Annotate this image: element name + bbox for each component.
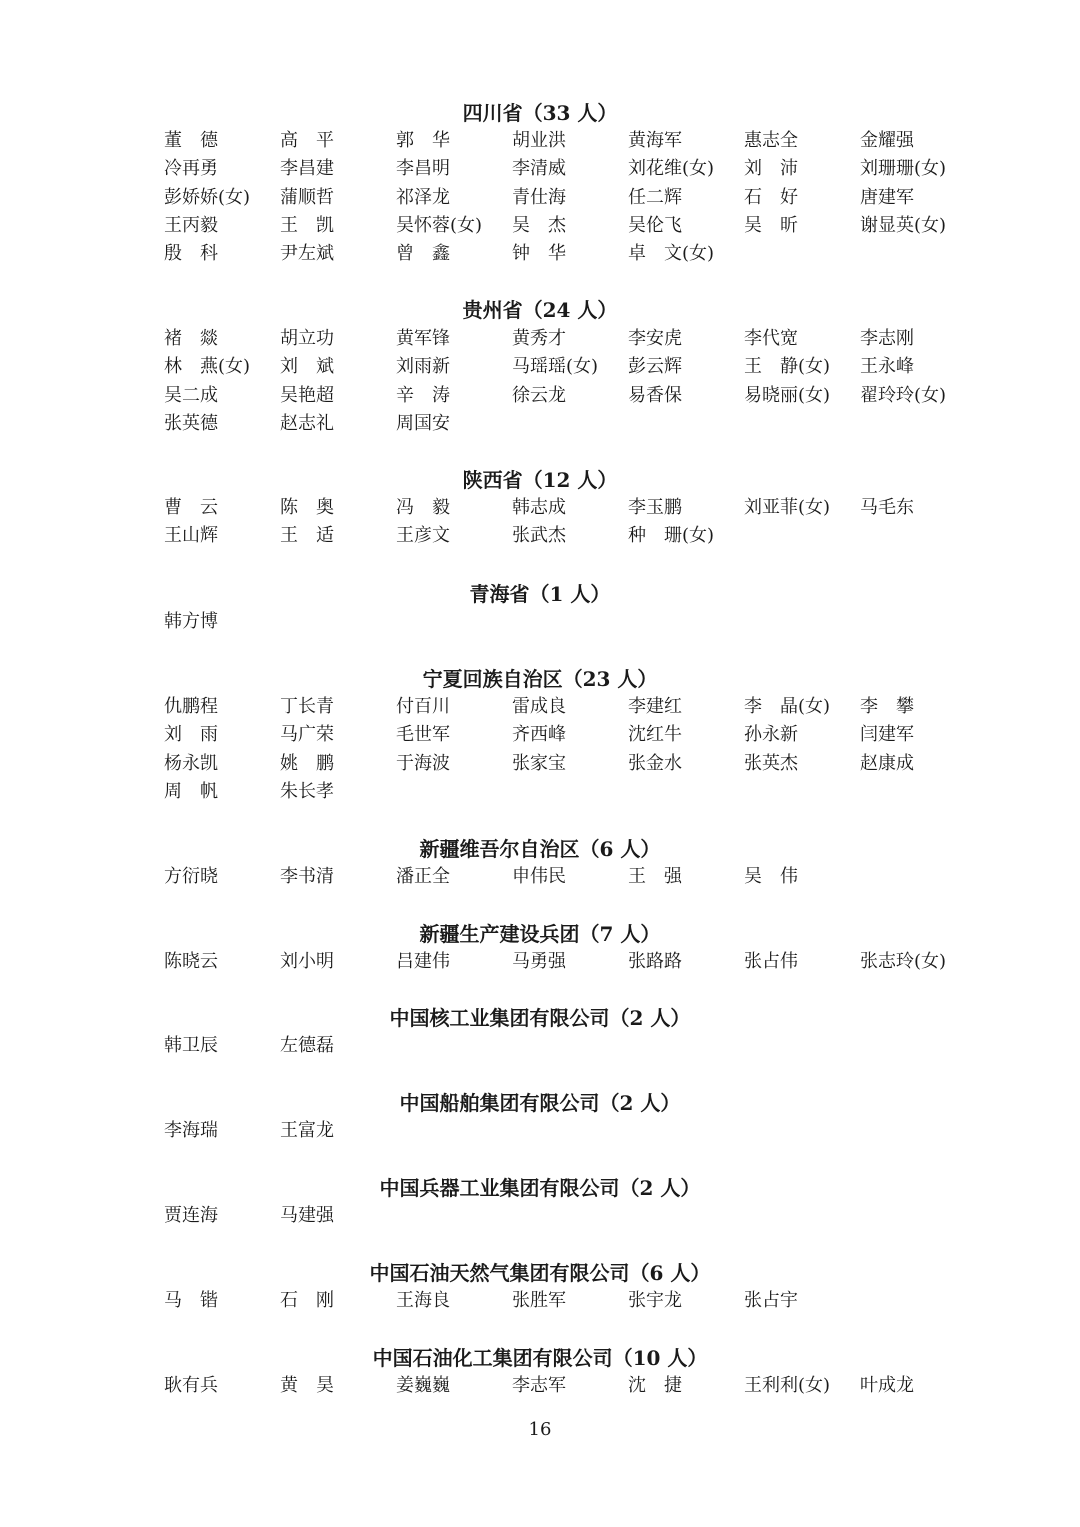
person-name: 冷再勇	[164, 158, 218, 179]
page-number: 16	[528, 1419, 552, 1440]
person-name: 李代宽	[744, 328, 798, 349]
person-name: 谢显英(女)	[860, 215, 947, 236]
person-name: 张占宇	[744, 1290, 798, 1311]
name-row	[0, 155, 1080, 183]
person-name: 金耀强	[860, 130, 914, 151]
section-heading: 中国核工业集团有限公司（2 人）	[389, 1006, 691, 1030]
section-heading: 中国兵器工业集团有限公司（2 人）	[379, 1176, 701, 1200]
person-name: 翟玲玲(女)	[860, 385, 947, 406]
person-name: 张家宝	[512, 753, 566, 774]
section-heading: 四川省（33 人）	[462, 101, 618, 125]
person-name: 周 帆	[164, 781, 218, 802]
person-name: 王 凯	[280, 215, 334, 236]
person-name: 刘小明	[280, 951, 334, 972]
name-row	[0, 948, 1080, 976]
person-name: 黄秀才	[512, 328, 566, 349]
person-name: 张志玲(女)	[860, 951, 947, 972]
person-name: 刘 斌	[280, 356, 334, 377]
person-name: 齐西峰	[512, 724, 566, 745]
person-name: 李玉鹏	[628, 497, 682, 518]
person-name: 张金水	[628, 753, 682, 774]
person-name: 吴 杰	[512, 215, 566, 236]
section-heading: 新疆维吾尔自治区（6 人）	[419, 837, 661, 861]
person-name: 吴 伟	[744, 866, 798, 887]
person-name: 徐云龙	[512, 385, 566, 406]
person-name: 刘 沛	[744, 158, 798, 179]
person-name: 黄海军	[628, 130, 682, 151]
person-name: 高 平	[280, 130, 334, 151]
person-name: 沈 捷	[628, 1375, 682, 1396]
person-name: 韩志成	[512, 497, 566, 518]
person-name: 辛 涛	[396, 385, 450, 406]
person-name: 祁泽龙	[396, 187, 450, 208]
person-name: 丁长青	[280, 696, 334, 717]
person-name: 马毛东	[860, 497, 914, 518]
person-name: 曹 云	[164, 497, 218, 518]
person-name: 马 锴	[164, 1290, 218, 1311]
person-name: 付百川	[396, 696, 450, 717]
person-name: 刘花维(女)	[628, 158, 715, 179]
person-name: 马广荣	[280, 724, 334, 745]
person-name: 尹左斌	[280, 243, 334, 264]
person-name: 毛世军	[396, 724, 450, 745]
section-heading: 青海省（1 人）	[469, 582, 611, 606]
person-name: 易香保	[628, 385, 682, 406]
name-row	[0, 212, 1080, 240]
name-row	[0, 1372, 1080, 1400]
person-name: 马建强	[280, 1205, 334, 1226]
person-name: 姜巍巍	[396, 1375, 450, 1396]
person-name: 吴怀蓉(女)	[396, 215, 483, 236]
name-row	[0, 382, 1080, 410]
person-name: 刘珊珊(女)	[860, 158, 947, 179]
section-heading: 宁夏回族自治区（23 人）	[422, 667, 658, 691]
person-name: 刘 雨	[164, 724, 218, 745]
person-name: 彭云辉	[628, 356, 682, 377]
person-name: 胡业洪	[512, 130, 566, 151]
person-name: 吕建伟	[396, 951, 450, 972]
person-name: 李 攀	[860, 696, 914, 717]
name-row	[0, 353, 1080, 381]
person-name: 张武杰	[512, 525, 566, 546]
person-name: 刘雨新	[396, 356, 450, 377]
person-name: 方衍晓	[164, 866, 218, 887]
section-heading: 陕西省（12 人）	[462, 468, 618, 492]
person-name: 左德磊	[280, 1035, 334, 1056]
person-name: 申伟民	[512, 866, 566, 887]
person-name: 黄军锋	[396, 328, 450, 349]
name-row	[0, 750, 1080, 778]
person-name: 周国安	[396, 413, 450, 434]
name-row	[0, 778, 1080, 806]
person-name: 王富龙	[280, 1120, 334, 1141]
person-name: 吴伦飞	[628, 215, 682, 236]
person-name: 曾 鑫	[396, 243, 450, 264]
person-name: 王利利(女)	[744, 1375, 831, 1396]
name-row	[0, 608, 1080, 636]
person-name: 仇鹏程	[164, 696, 218, 717]
name-row	[0, 127, 1080, 155]
person-name: 李志刚	[860, 328, 914, 349]
person-name: 褚 燚	[164, 328, 218, 349]
person-name: 黄 昊	[280, 1375, 334, 1396]
person-name: 王永峰	[860, 356, 914, 377]
person-name: 王海良	[396, 1290, 450, 1311]
person-name: 吴艳超	[280, 385, 334, 406]
name-row	[0, 693, 1080, 721]
person-name: 王 适	[280, 525, 334, 546]
person-name: 闫建军	[860, 724, 914, 745]
person-name: 姚 鹏	[280, 753, 334, 774]
person-name: 蒲顺哲	[280, 187, 334, 208]
name-row	[0, 410, 1080, 438]
section-heading: 中国石油化工集团有限公司（10 人）	[372, 1346, 708, 1370]
person-name: 张英杰	[744, 753, 798, 774]
person-name: 雷成良	[512, 696, 566, 717]
person-name: 董 德	[164, 130, 218, 151]
name-row	[0, 1117, 1080, 1145]
person-name: 陈晓云	[164, 951, 218, 972]
person-name: 王彦文	[396, 525, 450, 546]
person-name: 惠志全	[744, 130, 798, 151]
person-name: 冯 毅	[396, 497, 450, 518]
person-name: 易晓丽(女)	[744, 385, 831, 406]
section-heading: 新疆生产建设兵团（7 人）	[419, 922, 661, 946]
person-name: 李清威	[512, 158, 566, 179]
person-name: 杨永凯	[164, 753, 218, 774]
person-name: 李安虎	[628, 328, 682, 349]
person-name: 张宇龙	[628, 1290, 682, 1311]
person-name: 王 强	[628, 866, 682, 887]
person-name: 唐建军	[860, 187, 914, 208]
person-name: 李昌建	[280, 158, 334, 179]
person-name: 吴二成	[164, 385, 218, 406]
name-row	[0, 240, 1080, 268]
person-name: 张胜军	[512, 1290, 566, 1311]
person-name: 马勇强	[512, 951, 566, 972]
person-name: 钟 华	[512, 243, 566, 264]
section-heading: 中国船舶集团有限公司（2 人）	[399, 1091, 681, 1115]
name-row	[0, 721, 1080, 749]
name-row	[0, 522, 1080, 550]
person-name: 韩卫辰	[164, 1035, 218, 1056]
name-row	[0, 325, 1080, 353]
name-row	[0, 1202, 1080, 1230]
person-name: 孙永新	[744, 724, 798, 745]
person-name: 王山辉	[164, 525, 218, 546]
person-name: 李建红	[628, 696, 682, 717]
person-name: 林 燕(女)	[164, 356, 251, 377]
person-name: 石 刚	[280, 1290, 334, 1311]
person-name: 李志军	[512, 1375, 566, 1396]
person-name: 赵康成	[860, 753, 914, 774]
person-name: 张路路	[628, 951, 682, 972]
person-name: 朱长孝	[280, 781, 334, 802]
person-name: 贾连海	[164, 1205, 218, 1226]
person-name: 石 好	[744, 187, 798, 208]
person-name: 种 珊(女)	[628, 525, 715, 546]
person-name: 郭 华	[396, 130, 450, 151]
name-row	[0, 863, 1080, 891]
section-heading: 贵州省（24 人）	[462, 298, 618, 322]
person-name: 彭娇娇(女)	[164, 187, 251, 208]
person-name: 沈红牛	[628, 724, 682, 745]
person-name: 殷 科	[164, 243, 218, 264]
person-name: 王丙毅	[164, 215, 218, 236]
person-name: 任二辉	[628, 187, 682, 208]
person-name: 李 晶(女)	[744, 696, 831, 717]
person-name: 张英德	[164, 413, 218, 434]
person-name: 马瑶瑶(女)	[512, 356, 599, 377]
person-name: 李昌明	[396, 158, 450, 179]
person-name: 李海瑞	[164, 1120, 218, 1141]
person-name: 赵志礼	[280, 413, 334, 434]
person-name: 胡立功	[280, 328, 334, 349]
person-name: 韩方博	[164, 611, 218, 632]
person-name: 于海波	[396, 753, 450, 774]
name-row	[0, 1287, 1080, 1315]
person-name: 卓 文(女)	[628, 243, 715, 264]
name-row	[0, 494, 1080, 522]
person-name: 吴 昕	[744, 215, 798, 236]
person-name: 青仕海	[512, 187, 566, 208]
person-name: 陈 奥	[280, 497, 334, 518]
person-name: 张占伟	[744, 951, 798, 972]
person-name: 叶成龙	[860, 1375, 914, 1396]
person-name: 王 静(女)	[744, 356, 831, 377]
person-name: 潘正全	[396, 866, 450, 887]
person-name: 刘亚菲(女)	[744, 497, 831, 518]
person-name: 耿有兵	[164, 1375, 218, 1396]
person-name: 李书清	[280, 866, 334, 887]
section-heading: 中国石油天然气集团有限公司（6 人）	[369, 1261, 711, 1285]
name-row	[0, 1032, 1080, 1060]
name-row	[0, 184, 1080, 212]
